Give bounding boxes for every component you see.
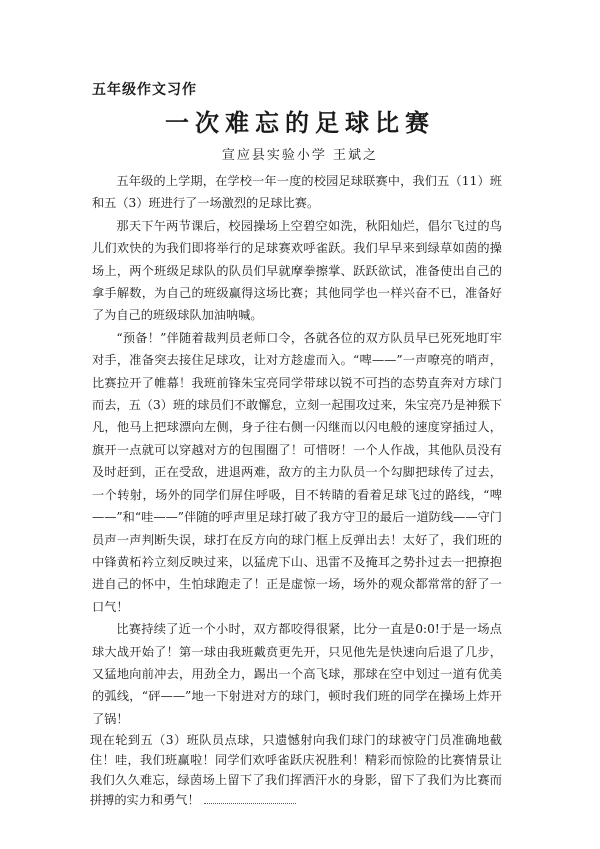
paragraph-4: 比赛持续了近一个小时，双方都咬得很紧，比分一直是0:0!于是一场点球大战开始了！第一球由我班戴贲更先开，只见他先是快速向后退了几步，又猛地向前冲去，用劲全力，踢出一个高飞球，那球在空中划过一道有优美的弧线，“砰——”地一下射进对方的球门，顿时我们班的同学在操场上炸开了锅！ bbox=[92, 622, 502, 726]
document-category: 五年级作文习作 bbox=[92, 82, 197, 98]
paragraph-1: 五年级的上学期，在学校一年一度的校园足球联赛中，我们五（11）班和五（3）班进行了一场激烈的足球比赛。 bbox=[92, 174, 502, 211]
paragraph-3: “预备！”伴随着裁判员老师口令，各就各位的双方队员早已死死地盯牢对手，准备突去接住足球攻，让对方趁虚而入。“啤——”一声嘹亮的哨声，比赛拉开了帷幕！我班前锋朱宝亮同学带球以锐不可挡的态势直奔对方球门而去，五（3）班的球员们不敢懈怠，立刻一起围攻过来，朱宝亮乃是神猴下凡，他马上把球漂向左侧，身子往右侧一闪继而以闪电般的速度穿插过人，旗开一点就可以穿越对方的包围圈了！可惜呀！一个人作战，其他队员没有及时赶到，正在受敌，进退两难，敌方的主力队员一个勾脚把球传了过去，一个转射，场外的同学们屏住呼吸，目不转睛的看着足球飞过的路线，“啤——”和“哇——”伴随的呼声里足球打破了我方守卫的最后一道防线——守门员声一声判断失误，球打在反方向的球门框上反弹出去！太好了，我们班的中锋黄柘衿立刻反映过来，以猛虎下山、迅雷不及掩耳之势扑过去一把撩抱进自己的怀中，生怕球跑走了！正是虚惊一场，场外的观众都常常的舒了一口气！ bbox=[92, 330, 502, 614]
document-body bbox=[92, 170, 502, 810]
paragraph-5-wrapper bbox=[90, 730, 502, 810]
dotted-leader bbox=[204, 793, 296, 804]
document-author: 宣应县实验小学 王斌之 bbox=[221, 148, 379, 163]
paragraph-2: 那天下午两节课后，校园操场上空碧空如洗，秋阳灿烂，倡尔飞过的鸟儿们欢快的为我们即将举行的足球赛欢呼雀跃。我们早早来到绿草如茵的操场上，两个班级足球队的队员们早就摩拳擦掌、跃跃欲试，准备使出自己的拿手解数，为自己的班级赢得这场比赛；其他同学也一样兴奋不已，准备好了为自己的班级球队加油呐喊。 bbox=[92, 218, 502, 323]
paragraph-5: 现在轮到五（3）班队员点球，只遗憾射向我们球门的球被守门员准确地截住！哇，我们班赢啦！同学们欢呼雀跃庆祝胜利！精彩而惊险的比赛情景让我们久久难忘，绿茵场上留下了我们挥洒汗水的身影，留下了我们为比赛而拼搏的实力和勇气！ bbox=[90, 733, 502, 808]
document-title: 一次难忘的足球比赛 bbox=[165, 108, 435, 137]
